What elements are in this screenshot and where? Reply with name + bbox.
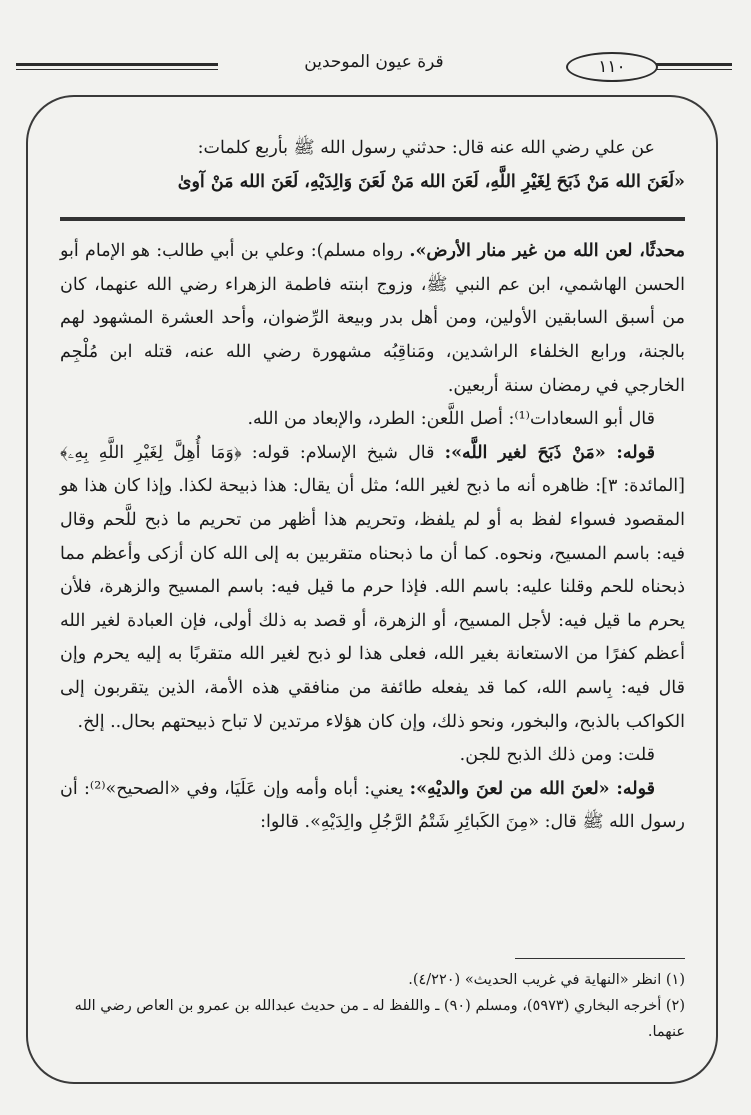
footnote-rule	[515, 958, 685, 959]
paragraph-ali	[60, 235, 685, 403]
heading-parents: قوله: «لعنَ الله من لعنَ والديْهِ»:	[409, 778, 655, 799]
paragraph-abu-saadat: قال أبو السعادات⁽¹⁾: أصل اللَّعن: الطرد، والإبعاد من الله.	[247, 409, 655, 430]
page-number: ١١٠	[566, 52, 658, 82]
paragraph-slaughter	[60, 437, 685, 739]
hadith-ending: محدثًا، لعن الله من غير منار الأرض».	[409, 241, 686, 262]
paragraph-parents-text: يعني: أباه وأمه وإن عَلَيَا، وفي «الصحيح»⁽²⁾: أن رسول الله ﷺ قال: «مِنَ الكَبائِرِ شَتْمُ الرَّجُلِ والِدَيْهِ». قالوا:	[60, 778, 685, 833]
section-divider	[60, 217, 685, 221]
paragraph-ali-text: رواه مسلم): وعلي بن أبي طالب: هو الإمام أبو الحسن الهاشمي، ابن عم النبي ﷺ، وزوج ابنته فاطمة الزهراء رضي الله عنهما، كان من أسبق السابقين الأولين، ومن أهل بدر وبيعة الرِّضوان، وأحد العشرة المشهود لهم بالجنة، ورابع الخلفاء الراشدين، ومَناقِبُه مشهورة رضي الله عنه، قتله ابن مُلْجِم الخارجي في رمضان سنة أربعين.	[60, 241, 685, 396]
footnotes	[60, 958, 685, 1045]
footnote-1: (١) انظر «النهاية في غريب الحديث» (٤/٢٢٠).	[408, 972, 685, 988]
running-title: قرة عيون الموحدين	[218, 52, 530, 72]
hadith-text	[60, 166, 685, 200]
paragraph-slaughter-text: قال شيخ الإسلام: قوله: ﴿وَمَا أُهِلَّ لِغَيْرِ اللَّهِ بِهِۦ﴾ [المائدة: ٣]: ظاهره أنه ما ذبح لغير الله؛ مثل أن يقال: هذا ذبيحة لكذا. وإذا كان هذا هو المقصود فسواء لفظ به أو لم يلفظ، وتحريم هذا أظهر من تحريم ما ذبح للَّحم وقال فيه: باسم المسيح، ونحوه. كما أن ما ذبحناه متقربين به إلى الله كان أزكى وأعظم مما ذبحناه للحم وقلنا عليه: باسم الله. فإذا حرم ما قيل فيه: باسم المسيح والزهرة، فلأن يحرم ما قيل فيه: لأجل المسيح، أو الزهرة، أو قصد به ذلك أولى، فإن العبادة لغير الله أعظم كفرًا من الاستعانة بغير الله، فعلى هذا لو ذبح لغير الله متقربًا به إليه يحرم وإن قال فيه: بِاسم الله، كما قد يفعله طائفة من منافقي هذه الأمة، الذين يتقربون إلى الكواكب بالذبح، والبخور، ونحو ذلك، وإن كان هؤلاء مرتدين لا تباح ذبيحتهم بحال.. إلخ.	[60, 442, 685, 732]
hadith-intro: عن علي رضي الله عنه قال: حدثني رسول الله ﷺ بأربع كلمات:	[197, 138, 655, 158]
main-text	[60, 132, 685, 840]
paragraph-jinn: قلت: ومن ذلك الذبح للجن.	[459, 745, 655, 766]
heading-slaughter: قوله: «مَنْ ذَبَحَ لغير اللَّه»:	[444, 442, 655, 463]
page-header	[0, 52, 751, 84]
hadith-quote: «لَعَنَ الله مَنْ ذَبَحَ لِغَيْرِ اللَّهِ، لَعَنَ الله مَنْ لَعَنَ وَالِدَيْهِ، لَعَنَ الله مَنْ آوىٰ	[177, 171, 685, 192]
paragraph-parents	[60, 773, 685, 840]
footnote-2: (٢) أخرجه البخاري (٥٩٧٣)، ومسلم (٩٠) ـ واللفظ له ـ من حديث عبدالله بن عمرو بن العاص رضي الله عنهما.	[74, 998, 685, 1040]
